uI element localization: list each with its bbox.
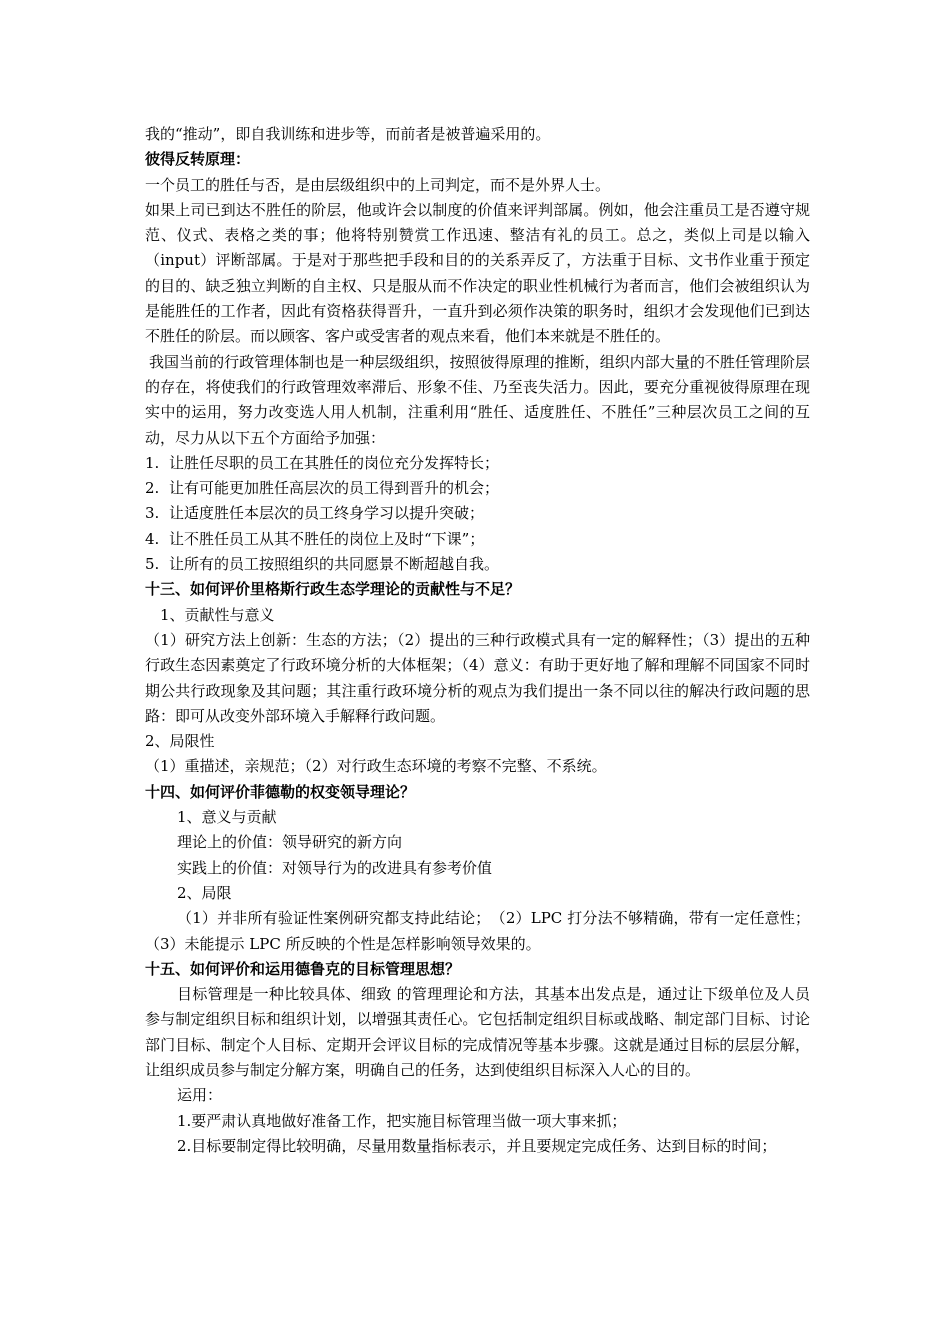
paragraph: （1）并非所有验证性案例研究都支持此结论； （2）LPC 打分法不够精确，带有一定任意性；（3）未能提示 LPC 所反映的个性是怎样影响领导效果的。	[145, 909, 810, 953]
list-text: 让胜任尽职的员工在其胜任的岗位充分发挥特长；	[169, 453, 500, 472]
paragraph: 2.目标要制定得比较明确，尽量用数量指标表示，并且要规定完成任务、达到目标的时间；	[177, 1136, 777, 1155]
paragraph: 我的“推动”，即自我训练和进步等，而前者是被普遍采用的。	[145, 125, 551, 143]
list-number: 3.	[145, 504, 160, 523]
list-item	[145, 552, 810, 577]
list-text: 让有可能更加胜任高层次的员工得到晋升的机会；	[169, 479, 500, 498]
list-item	[145, 451, 810, 476]
paragraph: 实践上的价值：对领导行为的改进具有参考价值	[177, 858, 493, 877]
paragraph: 我国当前的行政管理体制也是一种层级组织，按照彼得原理的推断，组织内部大量的不胜任管理阶层的存在，将使我们的行政管理效率滞后、形象不佳、乃至丧失活力。因此，要充分重视彼得原理在现实中的运用，努力改变选人用人机制，注重利用“胜任、适度胜任、不胜任”三种层次员工之间的互动，尽力从以下五个方面给予加强：	[145, 352, 810, 447]
list-text: 让所有的员工按照组织的共同愿景不断超越自我。	[169, 555, 500, 574]
paragraph: （1）重描述，亲规范；（2）对行政生态环境的考察不完整、不系统。	[145, 757, 607, 776]
subheading: 2、局限性	[145, 732, 215, 751]
section-heading-15: 十五、如何评价和运用德鲁克的目标管理思想？	[145, 959, 461, 978]
list-number: 2.	[145, 479, 160, 498]
list-item	[145, 527, 810, 552]
paragraph: （1）研究方法上创新：生态的方法；（2）提出的三种行政模式具有一定的解释性；（3）提出的五种行政生态因素奠定了行政环境分析的大体框架；（4）意义：有助于更好地了解和理解不同国家不同时期公共行政现象及其问题；其注重行政环境分析的观点为我们提出一条不同以往的解决行政问题的思路：即可从改变外部环境入手解释行政问题。	[145, 630, 810, 725]
section-heading-13: 十三、如何评价里格斯行政生态学理论的贡献性与不足？	[145, 580, 521, 599]
paragraph: 目标管理是一种比较具体、细致 的管理理论和方法，其基本出发点是，通过让下级单位及人员参与制定组织目标和组织计划，以增强其责任心。它包括制定组织目标或战略、制定部门目标、讨论部门目标、制定个人目标、定期开会评议目标的完成情况等基本步骤。这就是通过目标的层层分解，让组织成员参与制定分解方案，明确自己的任务，达到使组织目标深入人心的目的。	[145, 985, 810, 1079]
list-number: 5.	[145, 555, 160, 574]
list-number: 4.	[145, 529, 160, 548]
section-heading-peter: 彼得反转原理：	[145, 150, 251, 169]
subheading: 1、贡献性与意义	[160, 605, 275, 624]
list-item	[145, 501, 810, 526]
list-text: 让适度胜任本层次的员工终身学习以提升突破；	[169, 504, 485, 523]
section-heading-14: 十四、如何评价菲德勒的权变领导理论？	[145, 782, 416, 801]
list-number: 1.	[145, 453, 160, 472]
paragraph: 1.要严肃认真地做好准备工作，把实施目标管理当做一项大事来抓；	[177, 1111, 627, 1130]
list-text: 让不胜任员工从其不胜任的岗位上及时“下课”；	[169, 529, 485, 548]
paragraph: 理论上的价值：领导研究的新方向	[177, 833, 403, 852]
subheading: 运用：	[177, 1086, 223, 1105]
paragraph: 一个员工的胜任与否，是由层级组织中的上司判定，而不是外界人士。	[145, 175, 611, 194]
document-page	[145, 122, 810, 1159]
subheading: 1、意义与贡献	[177, 808, 277, 827]
list-item	[145, 476, 810, 501]
numbered-list	[145, 451, 810, 577]
subheading: 2、局限	[177, 883, 232, 902]
paragraph: 如果上司已到达不胜任的阶层，他或许会以制度的价值来评判部属。例如，他会注重员工是否遵守规范、仪式、表格之类的事；他将特别赞赏工作迅速、整洁有礼的员工。总之，类似上司是以输入（input）评断部属。于是对于那些把手段和目的的关系弄反了，方法重于目标、文书作业重于预定的目的、缺乏独立判断的自主权、只是服从而不作决定的职业性机械行为者而言，他们会被组织认为是能胜任的工作者，因此有资格获得晋升，一直升到必须作决策的职务时，组织才会发现他们已到达不胜任的阶层。而以顾客、客户或受害者的观点来看，他们本来就是不胜任的。	[145, 200, 810, 346]
